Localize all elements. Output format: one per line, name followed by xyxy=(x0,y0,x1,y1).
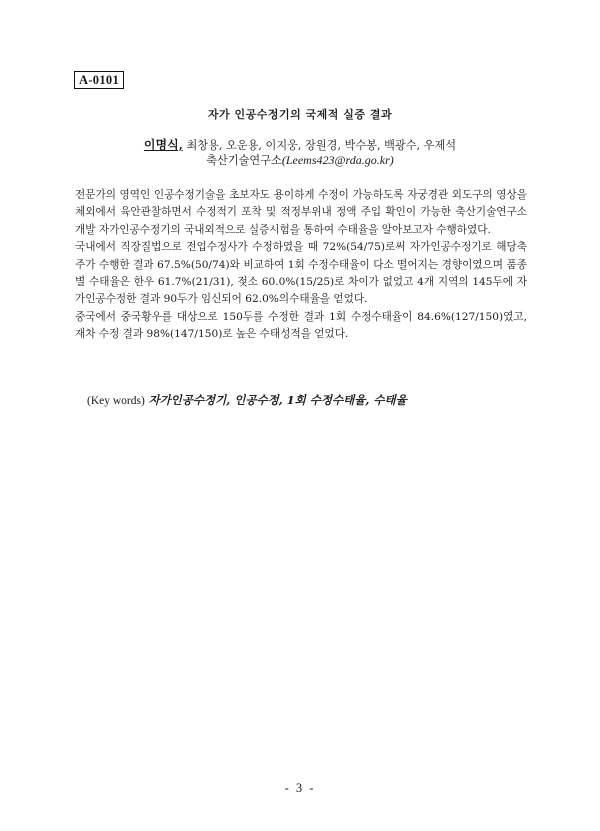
author-line xyxy=(0,136,600,153)
keywords-label: (Key words) xyxy=(87,395,145,407)
paper-title: 자가 인공수정기의 국제적 실증 결과 xyxy=(207,108,393,121)
abstract-body xyxy=(75,187,527,344)
keywords-values: 자가인공수정기, 인공수정, 1회 수정수태율, 수태율 xyxy=(148,393,407,407)
abstract-paragraph-2: 국내에서 직장질법으로 전업수정사가 수정하였을 때 72%(54/75)로써 자가인공수정기로 해당축주가 수행한 결과 67.5%(50/74)와 비교하여 1회 수정수태율이 다소 떨어지는 경향이였으며 품종별 수태율은 한우 61.7%(21/31), 젖소 60.0%(15/25)로 차이가 없었고 4개 지역의 145두에 자가인공수정한 결과 90두가 임신되어 62.0%의수태율을 얻었다. xyxy=(75,241,527,306)
presenting-author: 이명식, xyxy=(143,138,183,152)
page-number: - 3 - xyxy=(284,781,316,795)
affiliation-line xyxy=(0,152,600,168)
abstract-paragraph-3: 중국에서 중국황우를 대상으로 150두를 수정한 결과 1회 수정수태율이 84.6%(127/150)였고, 재차 수정 결과 98%(147/150)로 높은 수태성적을 얻었다. xyxy=(75,310,527,341)
author-email: (Leems423@rda.go.kr) xyxy=(281,153,394,167)
keywords-line xyxy=(87,392,407,409)
coauthors: 최창용, 오운용, 이지웅, 장원경, 박수봉, 백광수, 우제석 xyxy=(182,139,457,152)
affiliation: 축산기술연구소 xyxy=(206,154,282,167)
abstract-code: A-0101 xyxy=(74,71,124,89)
abstract-paragraph-1: 전문가의 영역인 인공수정기술을 초보자도 용이하게 수정이 가능하도록 자궁경관 외도구의 영상을 체외에서 육안관찰하면서 수정적기 포착 및 적정부위내 정액 주입 확인이 가능한 축산기술연구소 개발 자가인공수정기의 국내외적으로 실증시험을 통하여 수태율을 알아보고자 수행하였다. xyxy=(75,189,527,236)
